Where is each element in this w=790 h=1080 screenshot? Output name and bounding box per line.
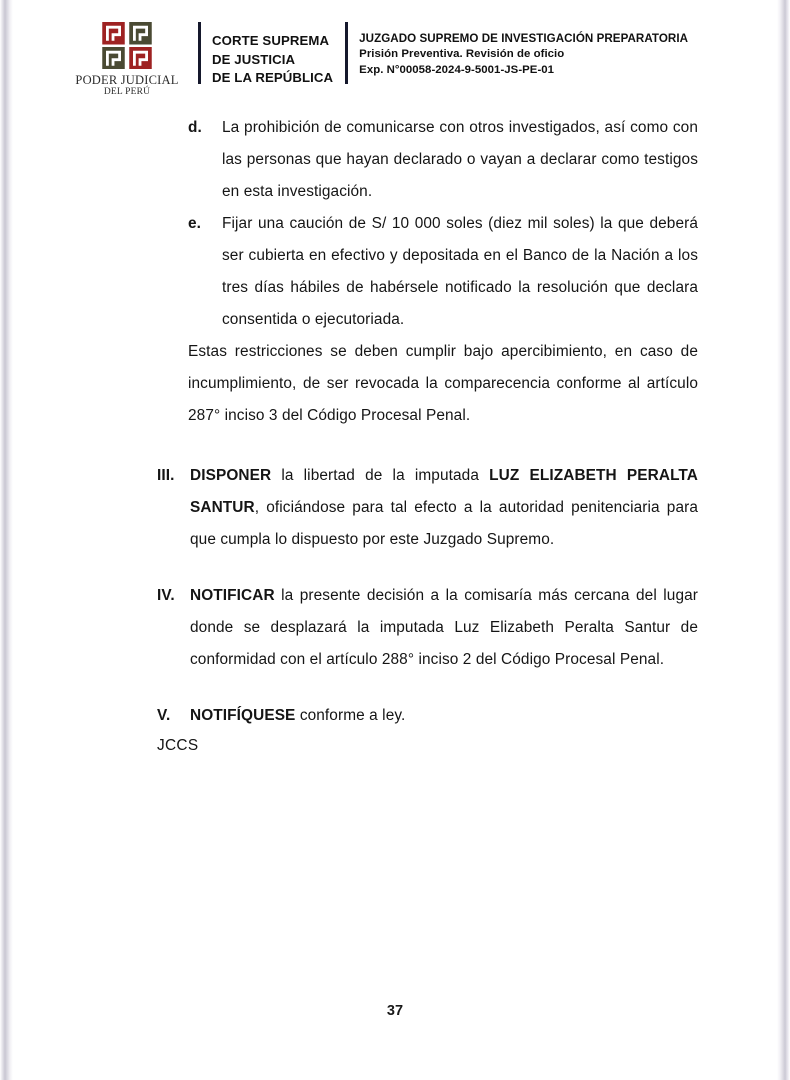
section-iii-text-1: la libertad de la imputada xyxy=(271,467,490,484)
section-iii-lead: DISPONER xyxy=(190,467,272,484)
document-body xyxy=(0,112,790,1080)
case-court-title: JUZGADO SUPREMO DE INVESTIGACIÓN PREPARATORIA xyxy=(359,32,689,45)
poder-judicial-p-glyph-logo-icon xyxy=(101,22,153,69)
section-iii-emphasis-name: LUZ ELIZABETH PERALTA SANTUR xyxy=(190,467,698,516)
list-item-marker: e. xyxy=(188,215,202,232)
logo-quadrant-bottom-left xyxy=(101,47,126,70)
header-divider-rule-right xyxy=(345,22,348,84)
section-iv-text: la presente decisión a la comisaría más cercana del lugar donde se desplazará la imputada Luz Elizabeth Peralta Santur de conformidad con el artículo 288° inciso 2 del Código Procesal Penal. xyxy=(190,587,698,668)
section-item-v xyxy=(157,700,698,732)
case-heading xyxy=(359,22,688,78)
logo-quadrant-bottom-right xyxy=(128,47,153,70)
page-number: 37 xyxy=(386,1003,404,1019)
case-subject: Prisión Preventiva. Revisión de oficio xyxy=(359,47,565,60)
header-divider-rule-left xyxy=(198,22,201,84)
list-item xyxy=(188,112,698,208)
section-marker-v: V. xyxy=(157,707,171,724)
section-iv-lead: NOTIFICAR xyxy=(190,587,275,604)
clerk-initials: JCCS xyxy=(157,737,199,754)
logo-quadrant-top-right xyxy=(128,22,153,45)
section-item-iii xyxy=(157,460,698,556)
section-marker-iv: IV. xyxy=(157,587,175,604)
case-file-number: Exp. N°00058-2024-9-5001-JS-PE-01 xyxy=(359,63,555,76)
poder-judicial-logo xyxy=(66,22,188,98)
court-name-line3: DE LA REPÚBLICA xyxy=(212,70,334,86)
logo-wordmark-line2: DEL PERÚ xyxy=(103,87,151,98)
logo-wordmark-line1: PODER JUDICIAL xyxy=(75,73,179,87)
logo-wordmark xyxy=(75,74,178,98)
section-gap xyxy=(0,676,790,700)
court-name xyxy=(212,22,333,88)
list-item-text: La prohibición de comunicarse con otros investigados, así como con las personas que hayan declarado o vayan a declarar como testigos en esta investigación. xyxy=(222,119,698,200)
section-item-iv xyxy=(157,580,698,676)
paragraph-restrictions: Estas restricciones se deben cumplir bajo apercibimiento, en caso de incumplimiento, de ser revocada la comparecencia conforme al artículo 287° inciso 3 del Código Procesal Penal. xyxy=(188,343,698,424)
section-gap xyxy=(0,432,790,460)
section-gap xyxy=(0,556,790,580)
logo-quadrant-top-left xyxy=(101,22,126,45)
list-item-text: Fijar una caución de S/ 10 000 soles (diez mil soles) la que deberá ser cubierta en efectivo y depositada en el Banco de la Nación a los tres días hábiles de habérsele notificado la resolución que declara consentida o ejecutoriada. xyxy=(222,215,698,328)
section-marker-iii: III. xyxy=(157,467,175,484)
list-item-marker: d. xyxy=(188,119,202,136)
document-header xyxy=(0,22,790,106)
section-v-text: conforme a ley. xyxy=(295,707,406,724)
list-item xyxy=(188,208,698,336)
section-v-lead: NOTIFÍQUESE xyxy=(190,707,296,724)
court-name-line2: DE JUSTICIA xyxy=(212,51,296,67)
court-name-line1: CORTE SUPREMA xyxy=(212,33,330,48)
section-iii-text-2: , oficiándose para tal efecto a la autoridad penitenciaria para que cumpla lo dispuesto por este Juzgado Supremo. xyxy=(190,499,698,548)
